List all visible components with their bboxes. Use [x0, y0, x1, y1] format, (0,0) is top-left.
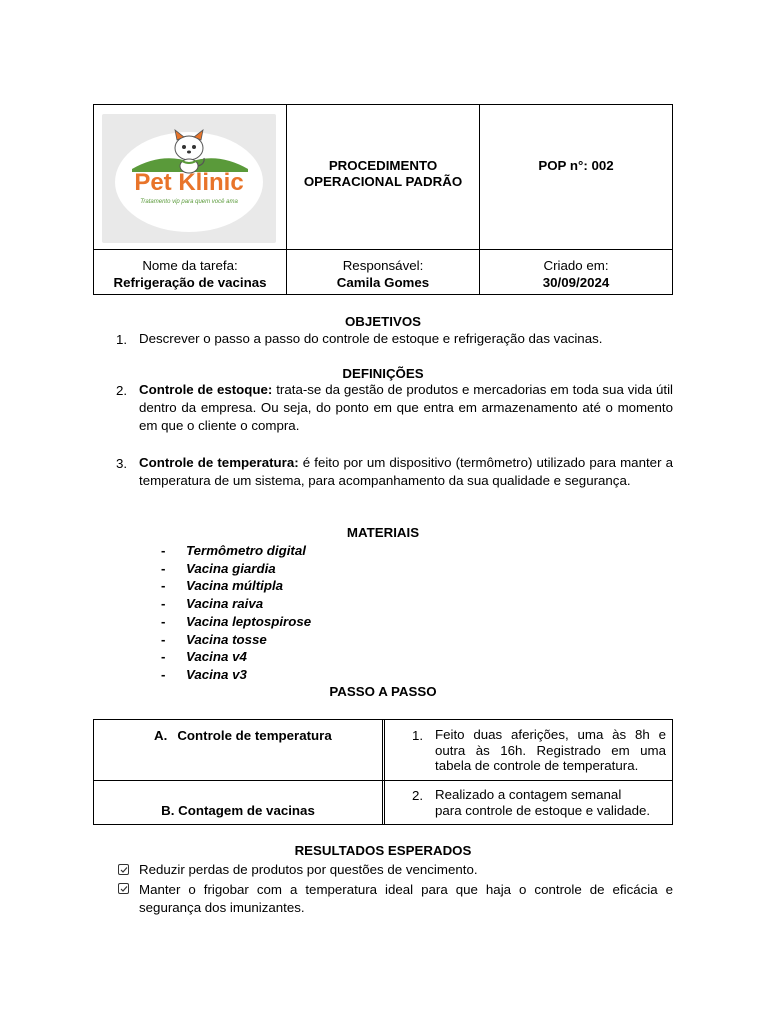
- checkbox-icon: [118, 883, 129, 894]
- material-item: Vacina v3: [186, 667, 247, 682]
- list-bullet: -: [161, 543, 166, 558]
- list-number: 3.: [116, 456, 128, 471]
- section-title-definicoes: DEFINIÇÕES: [342, 366, 424, 381]
- steps-divider: [94, 780, 672, 781]
- material-item: Vacina v4: [186, 649, 247, 664]
- definition-term: Controle de estoque:: [139, 382, 273, 397]
- material-item: Vacina leptospirose: [186, 614, 312, 629]
- list-number: 2.: [116, 383, 128, 398]
- step-number: 1.: [412, 728, 424, 743]
- result-item: Reduzir perdas de produtos por questões de vencimento.: [139, 862, 478, 877]
- step-number: 2.: [412, 788, 424, 803]
- material-item: Termômetro digital: [186, 543, 306, 558]
- material-item: Vacina tosse: [186, 632, 267, 647]
- svg-text:Tratamento vip para quem você: Tratamento vip para quem você ama: [140, 199, 238, 205]
- task-value: Refrigeração de vacinas: [113, 275, 267, 290]
- created-value: 30/09/2024: [542, 275, 610, 290]
- material-item: Vacina múltipla: [186, 578, 284, 593]
- checkbox-icon: [118, 864, 129, 875]
- logo: [102, 114, 276, 243]
- definition-text: é feito por um dispositivo (termômetro) utilizado para manter a temperatura de um sistema, para acompanhamento da sua qualidade e segurança.: [139, 455, 673, 488]
- definition-term: Controle de temperatura:: [139, 455, 299, 470]
- created-label: Criado em:: [543, 258, 609, 273]
- steps-divider: [382, 720, 383, 824]
- objective-item: Descrever o passo a passo do controle de estoque e refrigeração das vacinas.: [139, 331, 603, 346]
- section-title-passo-a-passo: PASSO A PASSO: [329, 684, 437, 699]
- material-item: Vacina raiva: [186, 596, 264, 611]
- responsible-label: Responsável:: [342, 258, 424, 273]
- header-table: [93, 104, 673, 295]
- responsible-value: Camila Gomes: [336, 275, 430, 290]
- definition-text: trata-se da gestão de produtos e mercadorias em toda sua vida útil dentro da empresa. Ou seja, do ponto em que entra em armazenamento até o momento em que o cliente o compra.: [139, 382, 673, 433]
- document-title: PROCEDIMENTO OPERACIONAL PADRÃO: [303, 158, 463, 189]
- list-bullet: -: [161, 596, 166, 611]
- list-bullet: -: [161, 578, 166, 593]
- step-left-cell: A. Controle de temperatura: [154, 728, 332, 743]
- list-bullet: -: [161, 561, 166, 576]
- section-title-materiais: MATERIAIS: [346, 525, 420, 540]
- header-divider: [94, 249, 672, 250]
- section-title-objetivos: OBJETIVOS: [344, 314, 422, 329]
- list-bullet: -: [161, 667, 166, 682]
- task-cell: [94, 257, 286, 291]
- definition-item: [139, 381, 673, 435]
- material-item: Vacina giardia: [186, 561, 276, 576]
- svg-text:Pet Klinic: Pet Klinic: [134, 169, 244, 196]
- created-cell: [480, 257, 672, 291]
- section-title-resultados: RESULTADOS ESPERADOS: [294, 843, 472, 858]
- list-bullet: -: [161, 649, 166, 664]
- pop-number: POP n°: 002: [538, 158, 614, 173]
- list-bullet: -: [161, 614, 166, 629]
- list-bullet: -: [161, 632, 166, 647]
- result-item: Manter o frigobar com a temperatura ideal para que haja o controle de eficácia e segurança dos imunizantes.: [139, 882, 673, 915]
- steps-divider: [384, 720, 385, 824]
- definition-item: [139, 454, 673, 490]
- steps-table: [93, 719, 673, 825]
- step-description: Realizado a contagem semanal para controle de estoque e validade.: [435, 787, 651, 818]
- step-left-cell: B. Contagem de vacinas: [161, 803, 315, 818]
- task-label: Nome da tarefa:: [142, 258, 238, 273]
- list-number: 1.: [116, 332, 128, 347]
- step-description: Feito duas aferições, uma às 8h e outra às 16h. Registrado em uma tabela de controle de temperatura.: [435, 727, 666, 773]
- responsible-cell: [287, 257, 479, 291]
- pet-klinic-logo-icon: [102, 114, 276, 243]
